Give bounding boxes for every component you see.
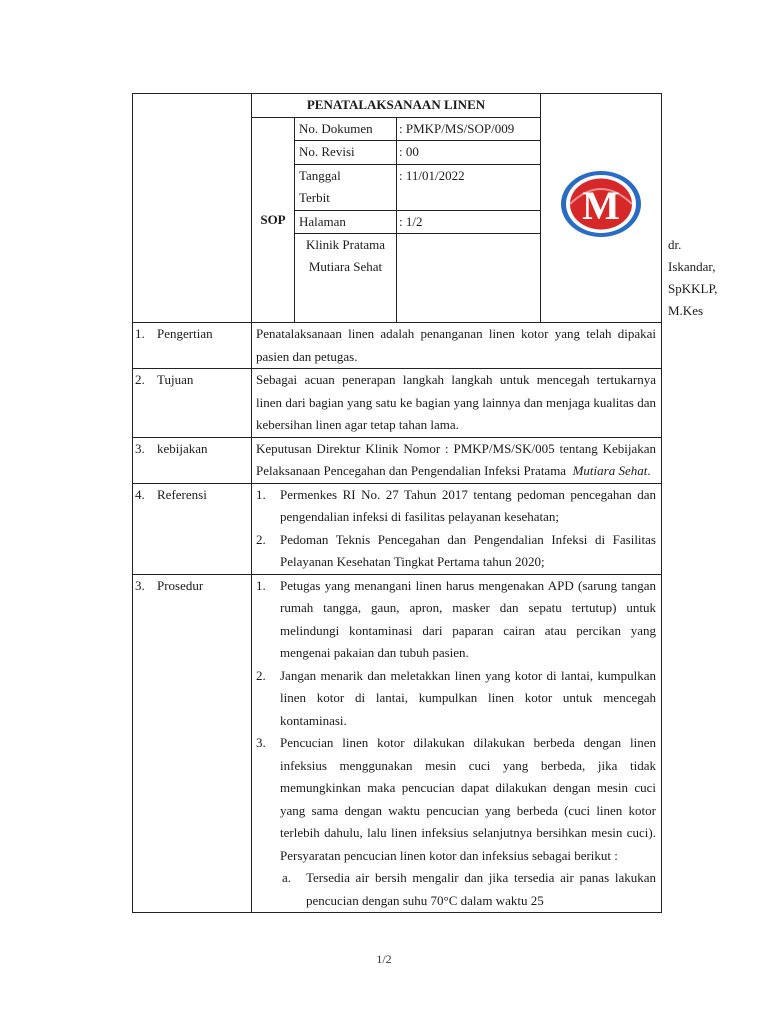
section-label: 4. Referensi — [133, 483, 252, 574]
logo-m-icon — [558, 168, 644, 240]
list-item: 3. Pencucian linen kotor dilakukan dilakukan berbeda dengan linen infeksius menggunakan mesin cuci yang berbeda, jika tidak memungkinkan maka pencucian dapat dilakukan dengan mesin cuci yang sama dengan waktu pencucian yang berbeda (cuci linen kotor terlebih dahulu, lalu linen infeksius selanjutnya bersihkan mesin cuci). Persyaratan pencucian linen kotor dan infeksius sebagai berikut : a. Tersedia air bersih mengalir dan jika tersedia air panas lakukan pencucian dengan suhu 70°C dalam waktu 25 — [256, 732, 656, 912]
section-content: Keputusan Direktur Klinik Nomor : PMKP/MS/SK/005 tentang Kebijakan Pelaksanaan Pencegahan dan Pengendalian Infeksi Pratama Mutiara Sehat. — [252, 437, 662, 483]
sop-label: SOP — [252, 117, 295, 323]
meta-value-issue-date: : 11/01/2022 — [397, 164, 541, 210]
section-tujuan — [133, 369, 662, 438]
section-label: 1. Pengertian — [133, 323, 252, 369]
section-kebijakan — [133, 437, 662, 483]
meta-value-page: : 1/2 — [397, 210, 541, 234]
page-number: 1/2 — [376, 952, 392, 966]
clinic-name-line2: Mutiara Sehat — [308, 259, 383, 274]
header-title-row — [133, 94, 662, 118]
section-referensi — [133, 483, 662, 574]
list-item: 1. Petugas yang menangani linen harus mengenakan APD (sarung tangan rumah tangga, gaun, apron, masker dan sepatu tertutup) untuk melindungi kontaminasi dari paparan cairan atau percikan yang mengenai pakaian dan tubuh pasien. — [256, 577, 656, 660]
section-content — [252, 574, 662, 913]
section-pengertian — [133, 323, 662, 369]
clinic-name — [295, 234, 397, 323]
meta-key-doc-number: No. Dokumen — [295, 117, 397, 141]
section-prosedur — [133, 574, 662, 913]
meta-value-revision: : 00 — [397, 141, 541, 165]
sop-document-table — [132, 93, 718, 913]
section-label: 3. Prosedur — [133, 574, 252, 913]
sub-list-item: a. Tersedia air bersih mengalir dan jika tersedia air panas lakukan pencucian dengan suhu 70°C dalam waktu 25 — [282, 870, 656, 908]
header-left-blank — [133, 94, 252, 323]
section-content — [252, 483, 662, 574]
clinic-row: Klinik Pratama Mutiara Sehat dr. Iskandar, SpKKLP, M.Kes — [133, 234, 662, 323]
meta-key-page: Halaman — [295, 210, 397, 234]
meta-key-issue-date: Tanggal Terbit — [295, 164, 397, 210]
clinic-name-line1: Klinik Pratama — [305, 237, 386, 252]
meta-value-doc-number: : PMKP/MS/SOP/009 — [397, 117, 541, 141]
document-title: PENATALAKSANAAN LINEN — [252, 94, 541, 118]
section-content: Penatalaksanaan linen adalah penanganan linen kotor yang telah dipakai pasien dan petugas. — [252, 323, 662, 369]
list-item: 2. Pedoman Teknis Pencegahan dan Pengendalian Infeksi di Fasilitas Pelayanan Kesehatan Tingkat Pertama tahun 2020; — [256, 531, 656, 569]
list-item: 2. Jangan menarik dan meletakkan linen yang kotor di lantai, kumpulkan linen kotor di lantai, kumpulkan linen kotor untuk mencegah kontaminasi. — [256, 667, 656, 728]
list-item: 1. Permenkes RI No. 27 Tahun 2017 tentang pedoman pencegahan dan pengendalian infeksi di fasilitas pelayanan kesehatan; — [256, 486, 656, 524]
logo-letter: M — [582, 183, 620, 229]
section-content: Sebagai acuan penerapan langkah langkah untuk mencegah tertukarnya linen dari bagian yang satu ke bagian yang lainnya dan menjaga kualitas dan kebersihan linen agar tetap tahan lama. — [252, 369, 662, 438]
section-label: 3. kebijakan — [133, 437, 252, 483]
section-label: 2. Tujuan — [133, 369, 252, 438]
meta-key-revision: No. Revisi — [295, 141, 397, 165]
